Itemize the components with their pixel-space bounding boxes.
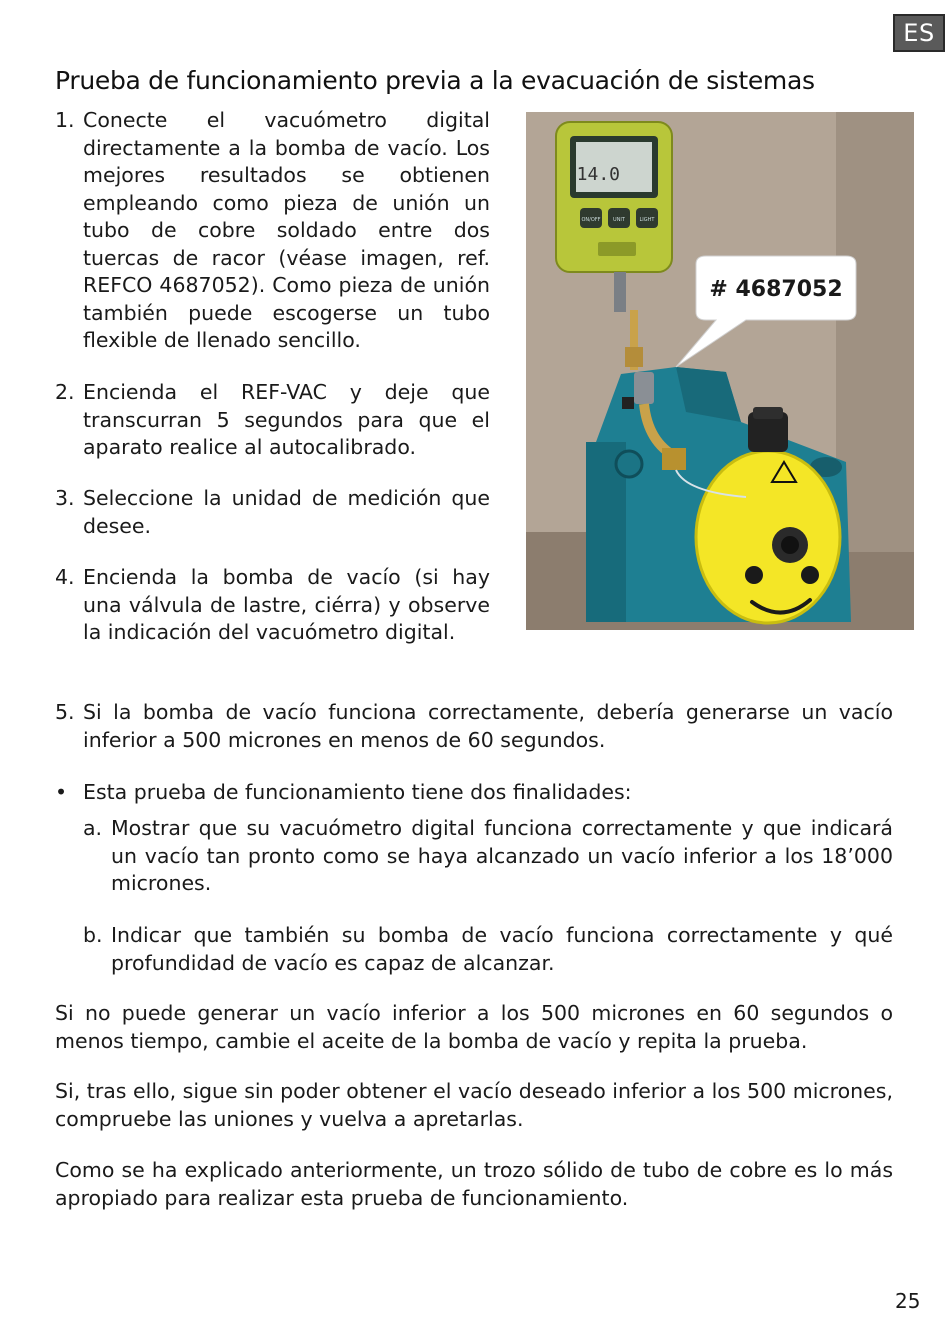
- bullet-text: Esta prueba de funcionamiento tiene dos finalidades:: [83, 780, 632, 804]
- gauge-reading: 14.0: [576, 164, 620, 185]
- paragraph: Si, tras ello, sigue sin poder obtener el vacío deseado inferior a los 500 micrones, compruebe las uniones y vuelva a apretarlas.: [55, 1079, 893, 1131]
- paragraph: Si no puede generar un vacío inferior a los 500 micrones en 60 segundos o menos tiempo, cambie el aceite de la bomba de vacío y repita la prueba.: [55, 1001, 893, 1053]
- step-text: Seleccione la unidad de medición que desee.: [83, 486, 490, 538]
- bullet-mark: •: [55, 780, 68, 804]
- step-text: Si la bomba de vacío funciona correctamente, debería generarse un vacío inferior a 500 micrones en menos de 60 segundos.: [83, 700, 893, 752]
- step-number: 2.: [55, 380, 75, 404]
- page-title: Prueba de funcionamiento previa a la evacuación de sistemas: [55, 66, 815, 95]
- sub-item-text: Mostrar que su vacuómetro digital funciona correctamente y que indicará un vacío tan pronto como se haya alcanzado un vacío inferior a los 18’000 micrones.: [111, 816, 893, 895]
- gauge-button-label: UNIT: [613, 217, 625, 223]
- sub-item-label: a.: [83, 816, 103, 840]
- product-photo: [526, 112, 914, 630]
- step-number: 3.: [55, 486, 75, 510]
- language-badge: ES: [893, 14, 945, 52]
- step-number: 4.: [55, 565, 75, 589]
- step-text: Conecte el vacuómetro digital directamente a la bomba de vacío. Los mejores resultados se obtienen empleando como pieza de unión un tubo de cobre soldado entre dos tuercas de racor (véase imagen, ref. REFCO 4687052). Como pieza de unión también puede escogerse un tubo flexible de llenado sencillo.: [83, 108, 490, 352]
- step-text: Encienda el REF-VAC y deje que transcurran 5 segundos para que el aparato realice al autocalibrado.: [83, 380, 490, 459]
- callout-text: # 4687052: [709, 277, 843, 302]
- sub-item-text: Indicar que también su bomba de vacío funciona correctamente y qué profundidad de vacío es capaz de alcanzar.: [111, 923, 893, 975]
- step-text: Encienda la bomba de vacío (si hay una válvula de lastre, ciérra) y observe la indicación del vacuómetro digital.: [83, 565, 490, 644]
- gauge-button-label: LIGHT: [639, 217, 655, 223]
- step-number: 1.: [55, 108, 75, 132]
- sub-item-label: b.: [83, 923, 103, 947]
- paragraph: Como se ha explicado anteriormente, un trozo sólido de tubo de cobre es lo más apropiado para realizar esta prueba de funcionamiento.: [55, 1158, 893, 1210]
- gauge-button-label: ON/OFF: [581, 217, 601, 223]
- step-number: 5.: [55, 700, 75, 724]
- page-number: 25: [895, 1289, 921, 1313]
